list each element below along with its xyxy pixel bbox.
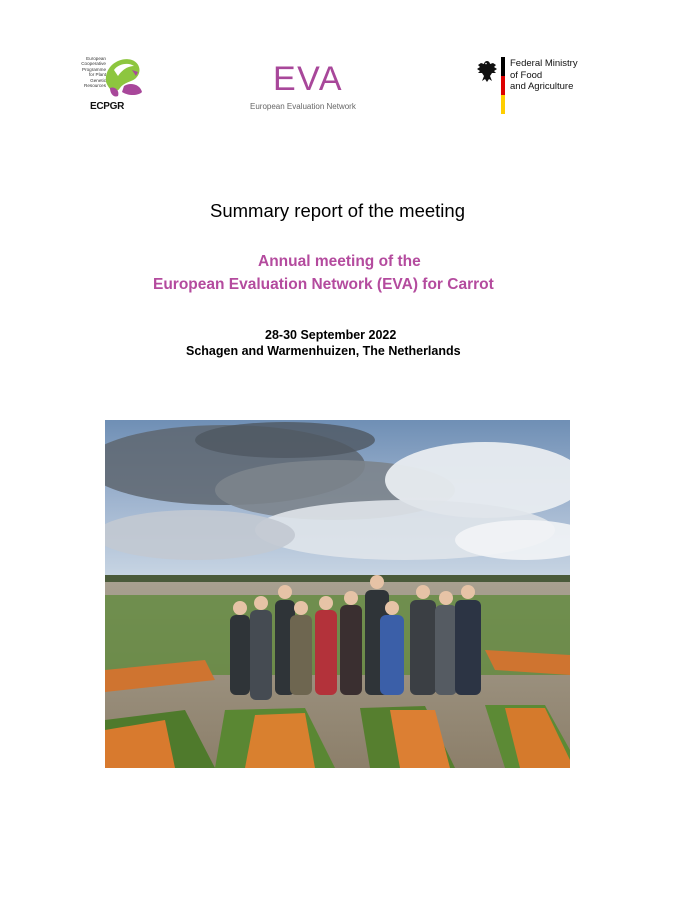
eva-logo-subtitle: European Evaluation Network <box>250 102 356 111</box>
report-title: Summary report of the meeting <box>210 200 465 221</box>
meeting-title-line2: European Evaluation Network (EVA) for Carrot <box>153 276 494 293</box>
meeting-date: 28-30 September 2022 <box>265 328 397 342</box>
ministry-logo-text: Federal Ministry of Food and Agriculture <box>510 58 578 92</box>
meeting-title-line1: Annual meeting of the <box>258 253 421 270</box>
ecpgr-logo-text: European Cooperative Programme for Plant Genetic Resources <box>81 56 106 89</box>
group-photo <box>105 420 570 768</box>
meeting-location: Schagen and Warmenhuizen, The Netherlands <box>186 344 461 358</box>
german-flag-bar <box>501 57 505 114</box>
federal-eagle-icon <box>476 59 498 83</box>
eva-logo-wordmark: EVA <box>273 60 344 98</box>
ecpgr-wordmark: ECPGR <box>90 101 125 112</box>
